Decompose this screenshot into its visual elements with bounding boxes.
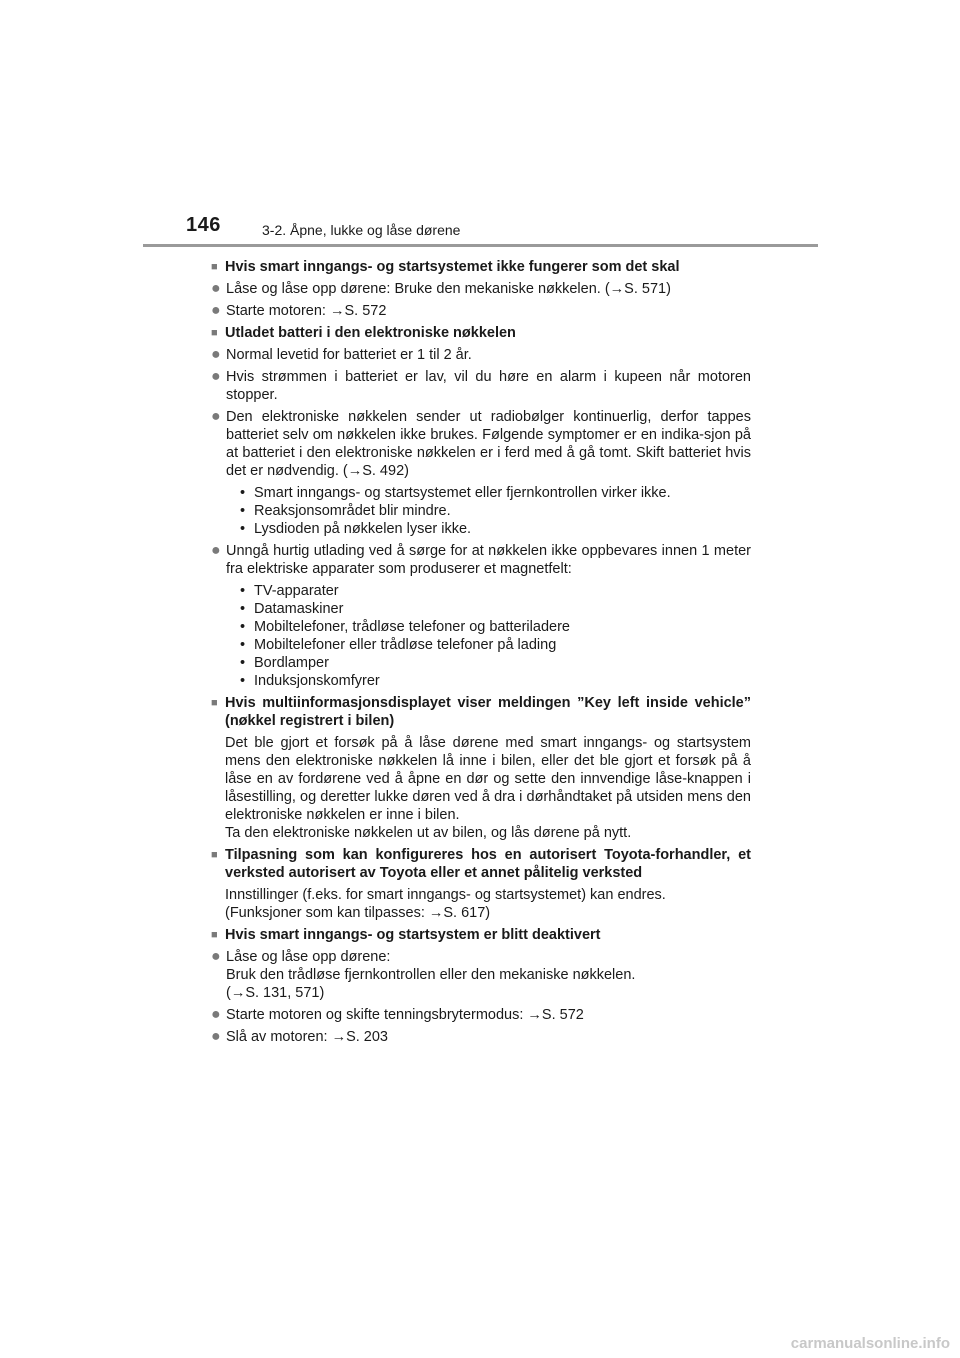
- bullet-item: ● Hvis strømmen i batteriet er lav, vil du høre en alarm i kupeen når motoren stopper.: [211, 368, 751, 403]
- header-rule: [143, 244, 818, 247]
- circle-bullet-icon: ●: [211, 280, 221, 297]
- section-heading: ■ Hvis multiinformasjonsdisplayet viser meldingen ”Key left inside vehicle” (nøkkel registrert i bilen): [211, 695, 751, 729]
- section-system-deactivated: [211, 926, 751, 1046]
- paragraph: Innstillinger (f.eks. for smart inngangs- og startsystemet) kan endres.: [225, 887, 666, 903]
- bullet-item: ● Unngå hurtig utlading ved å sørge for at nøkkelen ikke oppbevares innen 1 meter fra elektriske apparater som produserer et magnetfelt:: [211, 542, 751, 577]
- circle-bullet-icon: ●: [211, 542, 221, 559]
- section-title: 3-2. Åpne, lukke og låse dørene: [262, 222, 461, 238]
- page-header: [0, 0, 960, 250]
- list-item: • Reaksjonsområdet blir mindre.: [240, 503, 451, 519]
- bullet-item: ● Starte motoren: →S. 572: [211, 302, 387, 319]
- list-item: • Bordlamper: [240, 655, 329, 671]
- list-item: • Mobiltelefoner eller trådløse telefoner på lading: [240, 637, 557, 653]
- section-heading: ■ Hvis smart inngangs- og startsystem er blitt deaktivert: [211, 927, 601, 943]
- list-item: • Mobiltelefoner, trådløse telefoner og batteriladere: [240, 619, 570, 635]
- circle-bullet-icon: ●: [211, 948, 221, 965]
- page-number: 146: [186, 214, 221, 236]
- circle-bullet-icon: ●: [211, 346, 221, 363]
- bullet-item: ● Låse og låse opp dørene: Bruk den trådløse fjernkontrollen eller den mekaniske nøkkelen. (→S. 131, 571): [211, 948, 636, 1001]
- bullet-item: ● Den elektroniske nøkkelen sender ut radiobølger kontinuerlig, derfor tappes batteriet selv om nøkkelen ikke brukes. Følgende symptomer er en indika-sjon på at batteriet i den elektroniske nøkkelen er i ferd med å gå tomt. Skift batteriet hvis det er nødvendig. (→S. 492): [211, 408, 751, 479]
- bullet-item: ● Starte motoren og skifte tenningsbrytermodus: →S. 572: [211, 1006, 584, 1023]
- circle-bullet-icon: ●: [211, 368, 221, 385]
- section-customization: [211, 846, 751, 922]
- section-key-left-inside: [211, 694, 751, 842]
- list-item: • Datamaskiner: [240, 601, 344, 617]
- square-marker-icon: ■: [211, 929, 218, 941]
- square-marker-icon: ■: [211, 697, 218, 709]
- square-marker-icon: ■: [211, 261, 218, 273]
- list-item: • Smart inngangs- og startsystemet eller fjernkontrollen virker ikke.: [240, 485, 671, 501]
- circle-bullet-icon: ●: [211, 408, 221, 425]
- list-item: • Lysdioden på nøkkelen lyser ikke.: [240, 521, 472, 537]
- device-list: [240, 582, 751, 690]
- paragraph: Det ble gjort et forsøk på å låse dørene med smart inngangs- og startsystem mens den elektroniske nøkkelen lå inne i bilen, eller det ble gjort et forsøk på å låse en av fordørene ved å åpne en dør og sette den innvendige låse-knappen i låsestilling, og deretter lukke døren ved å dra i dørhåndtaket på utsiden mens den elektroniske nøkkelen er inne i bilen.: [225, 735, 751, 823]
- bullet-item: ● Slå av motoren: →S. 203: [211, 1028, 388, 1045]
- list-item: • TV-apparater: [240, 583, 339, 599]
- section-heading: ■ Tilpasning som kan konfigureres hos en autorisert Toyota-forhandler, et verksted autorisert av Toyota eller et annet pålitelig verksted: [211, 847, 751, 881]
- square-marker-icon: ■: [211, 327, 218, 339]
- section-depleted-battery: [211, 324, 751, 690]
- circle-bullet-icon: ●: [211, 302, 221, 319]
- section-smart-system-failure: [211, 258, 751, 320]
- list-item: • Induksjonskomfyrer: [240, 673, 380, 689]
- page-content: [211, 254, 751, 1046]
- bullet-item: ● Normal levetid for batteriet er 1 til 2 år.: [211, 346, 472, 363]
- section-heading: ■ Utladet batteri i den elektroniske nøkkelen: [211, 325, 516, 341]
- circle-bullet-icon: ●: [211, 1028, 221, 1045]
- circle-bullet-icon: ●: [211, 1006, 221, 1023]
- square-marker-icon: ■: [211, 849, 218, 861]
- section-heading: ■ Hvis smart inngangs- og startsystemet ikke fungerer som det skal: [211, 259, 680, 275]
- symptom-list: [240, 484, 751, 538]
- paragraph: (Funksjoner som kan tilpasses: →S. 617): [225, 905, 491, 921]
- bullet-item: ● Låse og låse opp dørene: Bruke den mekaniske nøkkelen. (→S. 571): [211, 280, 671, 297]
- watermark-text: carmanualsonline.info: [790, 1335, 950, 1352]
- paragraph: Ta den elektroniske nøkkelen ut av bilen, og lås dørene på nytt.: [225, 825, 632, 841]
